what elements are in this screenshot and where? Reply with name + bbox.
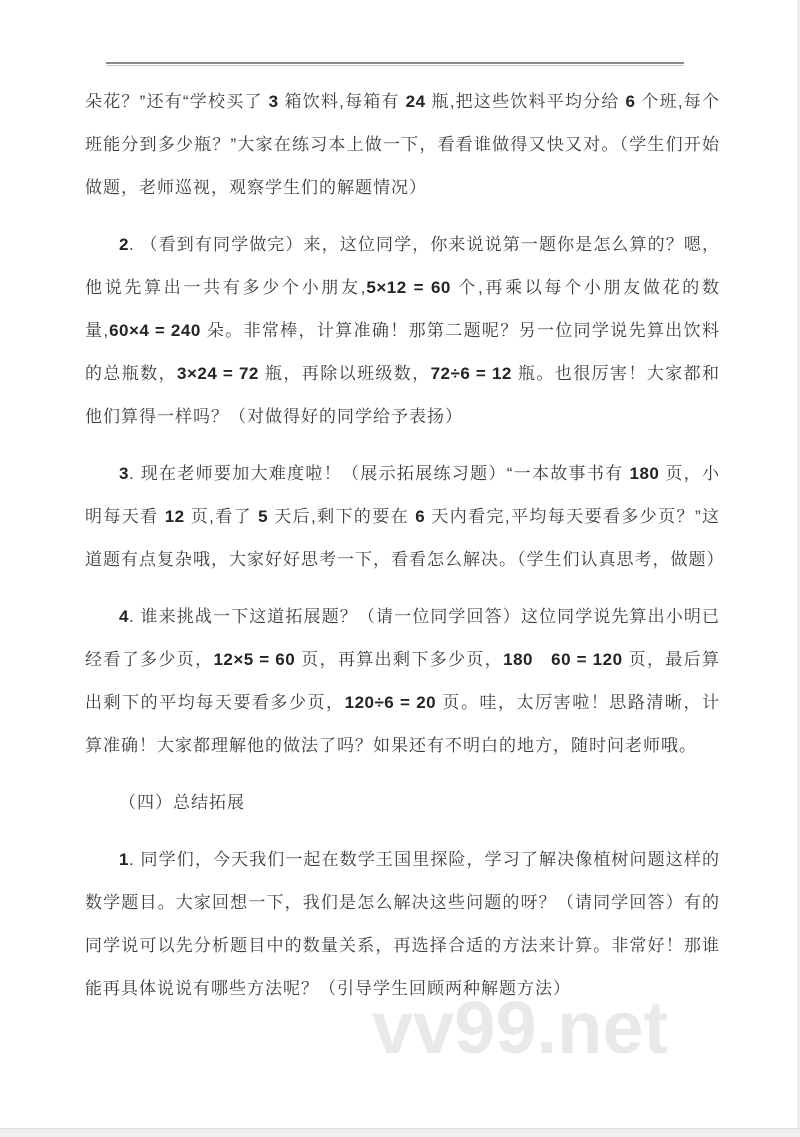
header-rule <box>106 62 684 66</box>
page-bottom-edge <box>0 1128 800 1137</box>
paragraph-summary-1: 1. 同学们，今天我们一起在数学王国里探险，学习了解决像植树问题这样的数学题目。大家回想一下，我们是怎么解决这些问题的呀？（请同学回答）有的同学说可以先分析题目中的数量关系，再选择合适的方法来计算。非常好！那谁能再具体说说有哪些方法呢？（引导学生回顾两种解题方法） <box>85 850 720 998</box>
watermark: vv99.net <box>372 986 669 1069</box>
section-heading: （四）总结拓展 <box>119 793 245 812</box>
document-body <box>85 80 725 1024</box>
paragraph-step-4: 4. 谁来挑战一下这道拓展题？（请一位同学回答）这位同学说先算出小明已经看了多少页，12×5 = 60 页，再算出剩下多少页，180 60 = 120 页，最后算出剩下的平均每天要看多少页，120÷6 = 20 页。哇，太厉害啦！思路清晰，计算准确！大家都理解他的做法了吗？如果还有不明白的地方，随时问老师哦。 <box>85 607 721 755</box>
paragraph-continuation: 朵花？”还有“学校买了 3 箱饮料,每箱有 24 瓶,把这些饮料平均分给 6 个班,每个班能分到多少瓶？”大家在练习本上做一下，看看谁做得又快又对。（学生们开始做题，老师巡视，观察学生们的解题情况） <box>85 92 721 197</box>
paragraph-step-2: 2. （看到有同学做完）来，这位同学，你来说说第一题你是怎么算的？嗯，他说先算出一共有多少个小朋友,5×12 = 60 个,再乘以每个小朋友做花的数量,60×4 = 240 朵。非常棒，计算准确！那第二题呢？另一位同学说先算出饮料的总瓶数，3×24 = 72 瓶，再除以班级数，72÷6 = 12 瓶。也很厉害！大家都和他们算得一样吗？（对做得好的同学给予表扬） <box>85 235 720 426</box>
paragraph-step-3: 3. 现在老师要加大难度啦！（展示拓展练习题）“一本故事书有 180 页，小明每天看 12 页,看了 5 天后,剩下的要在 6 天内看完,平均每天要看多少页？”这道题有点复杂哦，大家好好思考一下，看看怎么解决。（学生们认真思考，做题） <box>85 464 725 569</box>
